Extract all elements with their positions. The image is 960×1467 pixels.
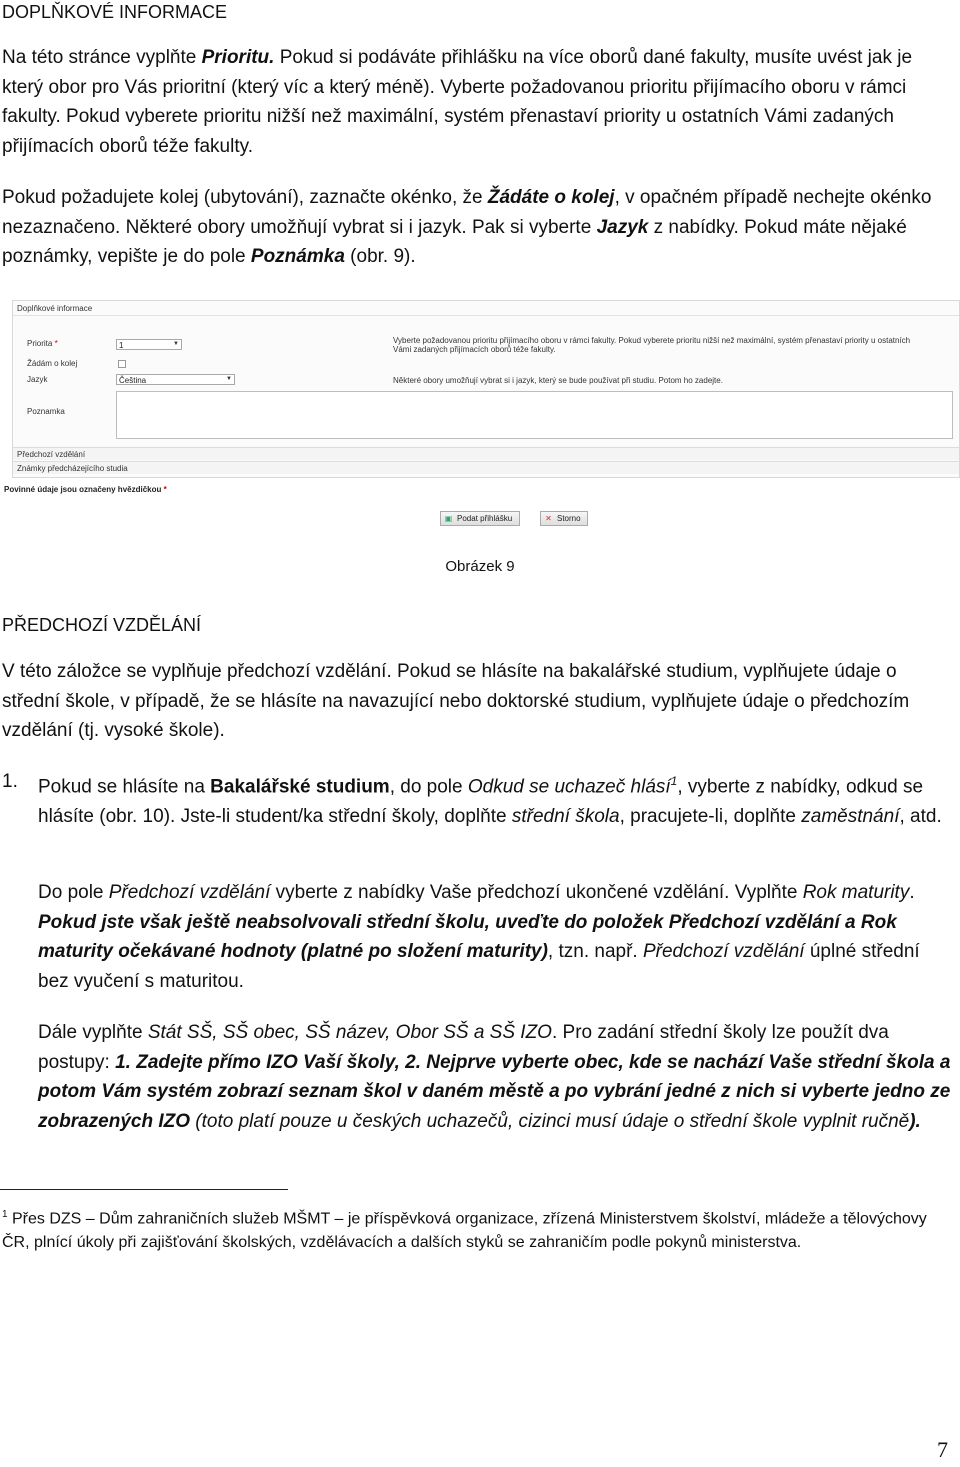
list-item-number: 1.	[2, 771, 18, 792]
priority-label: Priorita *	[27, 339, 58, 348]
note-textarea[interactable]	[116, 391, 953, 439]
save-icon: ▣	[444, 514, 453, 523]
close-icon: ✕	[545, 514, 552, 523]
tab-previous-grades[interactable]: Známky předcházejícího studia	[13, 461, 959, 474]
footnote-divider	[0, 1189, 288, 1190]
panel-title: Doplňkové informace	[17, 304, 93, 313]
priority-hint: Vyberte požadovanou prioritu přijímacího oboru v rámci fakulty. Pokud vyberete prioritu nižší než maximální, systém přenastaví priority u ostatních Vámi zadaných přijímacích oborů téže fakulty.	[393, 336, 911, 354]
section-heading-extra-info: DOPLŇKOVÉ INFORMACE	[2, 2, 228, 22]
paragraph-secondary-school: Dále vyplňte Stát SŠ, SŠ obec, SŠ název, Obor SŠ a SŠ IZO. Pro zadání střední školy lze použít dva postupy: 1. Zadejte přímo IZO Vaší školy, 2. Nejprve vyberte obec, kde se nachází Vaše střední škola a potom Vám systém zobrazí seznam škol v daném městě a po vybrání jedné z nich si vyberte jedno ze zobrazených IZO (toto platí pouze u českých uchazečů, cizinci musí údaje o střední škole vyplnit ručně).	[38, 1022, 951, 1132]
dormitory-label: Žádám o kolej	[27, 359, 78, 368]
chevron-down-icon: ▼	[226, 376, 232, 382]
figure-caption: Obrázek 9	[445, 558, 515, 575]
page-number: 7	[937, 1437, 948, 1462]
paragraph-dormitory: Pokud požadujete kolej (ubytování), zaznačte okénko, že Žádáte o kolej, v opačném případě nechejte okénko nezaznačeno. Některé obory umožňují vybrat si i jazyk. Pak si vyberte Jazyk z nabídky. Pokud máte nějaké poznámky, vepište je do pole Poznámka (obr. 9).	[2, 187, 932, 267]
paragraph-previous-education: V této záložce se vyplňuje předchozí vzdělání. Pokud se hlásíte na bakalářské studium, vyplňujete údaje o střední škole, v případě, že se hlásíte na navazující nebo doktorské studium, vyplňujete údaje o předchozím vzdělání (tj. vysoké škole).	[2, 661, 910, 741]
priority-select[interactable]: 1 ▼	[116, 339, 182, 350]
language-select[interactable]: Čeština ▼	[116, 374, 235, 385]
list-item-bachelor: Pokud se hlásíte na Bakalářské studium, do pole Odkud se uchazeč hlásí$^1$, vyberte z nabídky, odkud se hlásíte (obr. 10). Jste-li student/ka střední školy, doplňte střední škola, pracujete-li, doplňte zaměstnání, atd.	[38, 774, 942, 827]
dormitory-checkbox[interactable]	[118, 360, 126, 368]
section-heading-previous-education: PŘEDCHOZÍ VZDĚLÁNÍ	[2, 615, 202, 635]
paragraph-priority: Na této stránce vyplňte Prioritu. Pokud si podáváte přihlášku na více oborů dané fakulty, musíte uvést jak je který obor pro Vás prioritní (který víc a který méně). Vyberte požadovanou prioritu přijímacího oboru v rámci fakulty. Pokud vyberete prioritu nižší než maximální, systém přenastaví priority u ostatních Vámi zadaných přijímacích oborů téže fakulty.	[2, 47, 913, 157]
paragraph-previous-education-field: Do pole Předchozí vzdělání vyberte z nabídky Vaše předchozí ukončené vzdělání. Vyplňte Rok maturity. Pokud jste však ještě neabsolvovali střední školu, uveďte do položek Předchozí vzdělání a Rok maturity očekávané hodnoty (platné po složení maturity), tzn. např. Předchozí vzdělání úplné střední bez vyučení s maturitou.	[38, 882, 920, 992]
footnote: $^1$ Přes DZS – Dům zahraničních služeb MŠMT – je příspěvková organizace, zřízená Ministerstvem školství, mládeže a tělovýchovy ČR, plnící úkoly při zajišťování školských, vzdělávacích a dalších styků se zahraničím podle pokynů ministerstva.	[2, 1209, 927, 1252]
form-screenshot	[4, 298, 960, 534]
tab-previous-education[interactable]: Předchozí vzdělání	[13, 447, 959, 460]
language-hint: Některé obory umožňují vybrat si i jazyk, který se bude používat při studiu. Potom ho zadejte.	[393, 376, 723, 385]
chevron-down-icon: ▼	[173, 341, 179, 347]
note-label: Poznamka	[27, 407, 65, 416]
submit-application-button[interactable]: ▣ Podat přihlášku	[440, 511, 520, 526]
extra-info-panel	[12, 300, 960, 478]
cancel-button[interactable]: ✕ Storno	[540, 511, 588, 526]
language-label: Jazyk	[27, 375, 48, 384]
required-fields-note: Povinné údaje jsou označeny hvězdičkou *	[4, 485, 167, 494]
